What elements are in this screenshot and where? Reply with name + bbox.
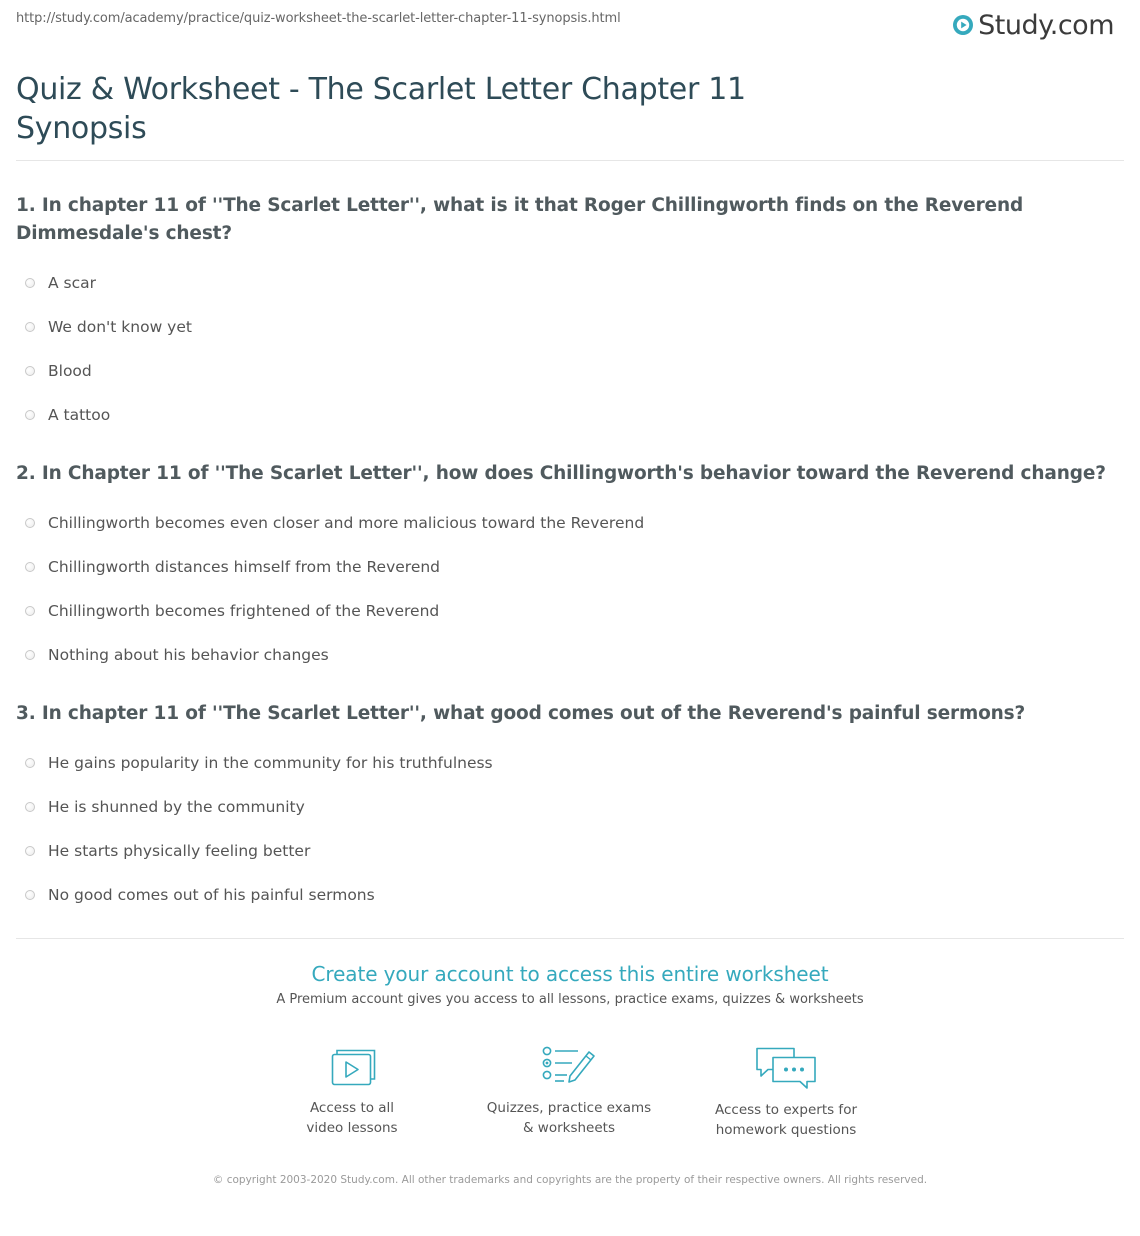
answer-text: Chillingworth becomes even closer and more malicious toward the Reverend xyxy=(48,514,645,532)
feature-label: Access to all video lessons xyxy=(306,1100,398,1136)
answer-option[interactable] xyxy=(16,829,1124,873)
radio-button[interactable] xyxy=(25,278,35,288)
section-divider xyxy=(16,938,1124,939)
answer-option[interactable] xyxy=(16,741,1124,785)
answer-text: He gains popularity in the community for his truthfulness xyxy=(48,754,493,772)
question-1 xyxy=(16,192,1124,437)
page-title: Quiz & Worksheet - The Scarlet Letter Chapter 11 Synopsis xyxy=(16,72,746,146)
logo-text: Study.com xyxy=(978,9,1114,41)
answer-text: He is shunned by the community xyxy=(48,798,305,816)
answer-text: Blood xyxy=(48,362,92,380)
play-circle-icon xyxy=(952,14,974,36)
answer-option[interactable] xyxy=(16,873,1124,917)
answer-option[interactable] xyxy=(16,501,1124,545)
answer-text: Chillingworth distances himself from the Reverend xyxy=(48,558,441,576)
answer-option[interactable] xyxy=(16,785,1124,829)
answer-text: Nothing about his behavior changes xyxy=(48,646,329,664)
page-url: http://study.com/academy/practice/quiz-worksheet-the-scarlet-letter-chapter-11-synopsis.html xyxy=(16,11,621,26)
cta-subtitle: A Premium account gives you access to all lessons, practice exams, quizzes & worksheets xyxy=(276,992,864,1007)
answer-text: He starts physically feeling better xyxy=(48,842,311,860)
radio-button[interactable] xyxy=(25,758,35,768)
answer-option[interactable] xyxy=(16,261,1124,305)
answer-text: No good comes out of his painful sermons xyxy=(48,886,375,904)
radio-button[interactable] xyxy=(25,846,35,856)
question-2 xyxy=(16,460,1124,677)
title-divider xyxy=(16,160,1124,161)
question-text: 1. In chapter 11 of ''The Scarlet Letter'', what is it that Roger Chillingworth finds on the Reverend Dimmesdale's chest? xyxy=(16,195,1024,244)
cta-title-link[interactable]: Create your account to access this entire worksheet xyxy=(311,962,829,986)
answer-option[interactable] xyxy=(16,589,1124,633)
answer-text: We don't know yet xyxy=(48,318,192,336)
radio-button[interactable] xyxy=(25,650,35,660)
answer-option[interactable] xyxy=(16,633,1124,677)
radio-button[interactable] xyxy=(25,410,35,420)
answer-text: Chillingworth becomes frightened of the Reverend xyxy=(48,602,440,620)
answer-text: A tattoo xyxy=(48,406,111,424)
answer-list xyxy=(16,501,1124,677)
feature-quizzes xyxy=(469,1045,669,1138)
premium-cta xyxy=(0,962,1140,1007)
answer-list xyxy=(16,261,1124,437)
study-logo[interactable] xyxy=(952,8,1114,42)
radio-button[interactable] xyxy=(25,366,35,376)
video-lessons-icon xyxy=(326,1045,378,1087)
radio-button[interactable] xyxy=(25,606,35,616)
answer-text: A scar xyxy=(48,274,96,292)
quiz-checklist-icon xyxy=(540,1045,598,1087)
feature-label: Quizzes, practice exams & worksheets xyxy=(486,1100,652,1136)
question-3 xyxy=(16,700,1124,917)
feature-video-lessons xyxy=(252,1045,452,1138)
radio-button[interactable] xyxy=(25,562,35,572)
answer-option[interactable] xyxy=(16,305,1124,349)
radio-button[interactable] xyxy=(25,890,35,900)
answer-option[interactable] xyxy=(16,545,1124,589)
feature-experts xyxy=(686,1045,886,1140)
answer-option[interactable] xyxy=(16,349,1124,393)
radio-button[interactable] xyxy=(25,518,35,528)
answer-option[interactable] xyxy=(16,393,1124,437)
answer-list xyxy=(16,741,1124,917)
radio-button[interactable] xyxy=(25,322,35,332)
copyright-footer: © copyright 2003-2020 Study.com. All other trademarks and copyrights are the property of their respective owners. All rights reserved. xyxy=(212,1174,928,1186)
question-text: 2. In Chapter 11 of ''The Scarlet Letter'', how does Chillingworth's behavior toward the Reverend change? xyxy=(16,463,1106,484)
radio-button[interactable] xyxy=(25,802,35,812)
question-text: 3. In chapter 11 of ''The Scarlet Letter'', what good comes out of the Reverend's painful sermons? xyxy=(16,703,1026,724)
feature-label: Access to experts for homework questions xyxy=(714,1102,857,1138)
chat-bubbles-icon xyxy=(754,1045,818,1089)
